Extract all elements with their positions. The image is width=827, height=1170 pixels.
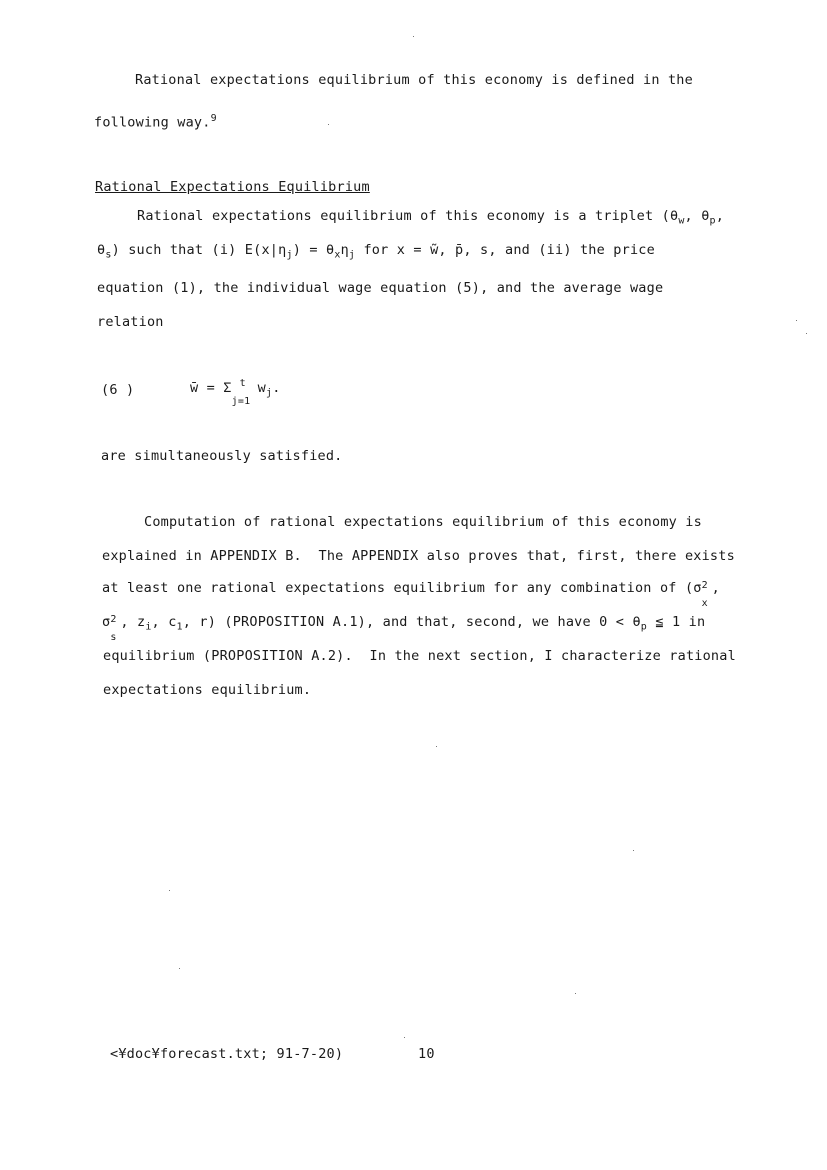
intro-line-2 [94,113,217,131]
def-l1-sub-w: w [678,215,685,227]
equation-label: (6 ) [101,382,135,398]
p2-l4-c: , c [151,614,177,630]
p2-l3-a: at least one rational expectations equilibrium for any combination of (σ [102,580,702,596]
def-l2-d: η [340,242,349,258]
p2-l4-b: , z [120,614,146,630]
footer-source: <¥doc¥forecast.txt; 91-7-20) [110,1046,344,1062]
definition-line-3: equation (1), the individual wage equation (5), and the average wage [97,280,664,296]
eq-lhs: w̄ = Σ [190,380,232,396]
def-l2-sub-x: x [334,249,341,261]
def-l1-sub-p: p [709,215,716,227]
p2-l3-sub: x [701,598,708,609]
def-l1-sep1: , θ [684,208,710,224]
intro-line-2-text: following way. [94,114,211,131]
page-number: 10 [418,1046,435,1062]
p2-l4-e: ≦ 1 in [647,614,706,630]
para2-line-5: equilibrium (PROPOSITION A.2). In the next section, I characterize rational [103,648,736,664]
p2-l4-a: σ [102,614,111,630]
para2-line-6: expectations equilibrium. [103,682,312,698]
def-l2-c: ) = θ [292,242,335,258]
eq-end: . [272,380,281,396]
p2-l4-sub: s [110,632,117,643]
eq-rhs-sub: j [265,387,273,399]
eq-sup: t [239,378,246,389]
p2-l3-b: , [711,580,720,596]
def-l2-sub-s: s [105,249,112,261]
para2-line-2: explained in APPENDIX B. The APPENDIX also proves that, first, there exists [102,548,735,564]
p2-l4-d: , r) (PROPOSITION A.1), and that, second, we have 0 < θ [182,614,641,630]
eq-sub: j=1 [231,396,251,407]
scan-speck [179,968,180,969]
scan-speck [575,993,576,994]
scan-speck [796,320,797,321]
intro-line-1: Rational expectations equilibrium of this economy is defined in the [135,72,693,88]
section-heading: Rational Expectations Equilibrium [95,179,370,195]
definition-line-4: relation [97,314,164,330]
scan-speck [328,124,329,125]
def-l2-sub-j2: j [348,249,356,261]
p2-l4-sub-1: 1 [176,621,183,633]
def-l1-text: Rational expectations equilibrium of this economy is a triplet (θ [137,208,679,224]
def-l2-sub-j: j [286,249,293,261]
def-l2-a: θ [97,242,106,258]
scan-speck [413,36,414,37]
p2-l4-sub-i: i [145,621,152,633]
after-equation-text: are simultaneously satisfied. [101,448,343,464]
para2-line-4 [102,614,706,643]
scan-speck [169,890,170,891]
scan-speck [806,333,807,334]
footnote-mark: 9 [210,113,217,124]
p2-l4-sup: 2 [110,614,117,625]
equation-6 [190,378,281,407]
p2-l4-sub-p: p [640,621,648,633]
eq-rhs: w [257,380,266,396]
def-l1-sep2: , [715,208,725,224]
scan-speck [633,850,634,851]
para2-line-1: Computation of rational expectations equilibrium of this economy is [144,514,702,530]
definition-line-1 [137,208,724,227]
para2-line-3 [102,580,720,609]
p2-l3-sup: 2 [701,580,708,591]
scan-speck [404,1037,405,1038]
def-l2-e: for x = w̃, p̄, s, and (ii) the price [355,242,655,258]
definition-line-2 [97,242,655,261]
scan-speck [436,746,437,747]
def-l2-b: ) such that (i) E(x|η [111,242,287,258]
